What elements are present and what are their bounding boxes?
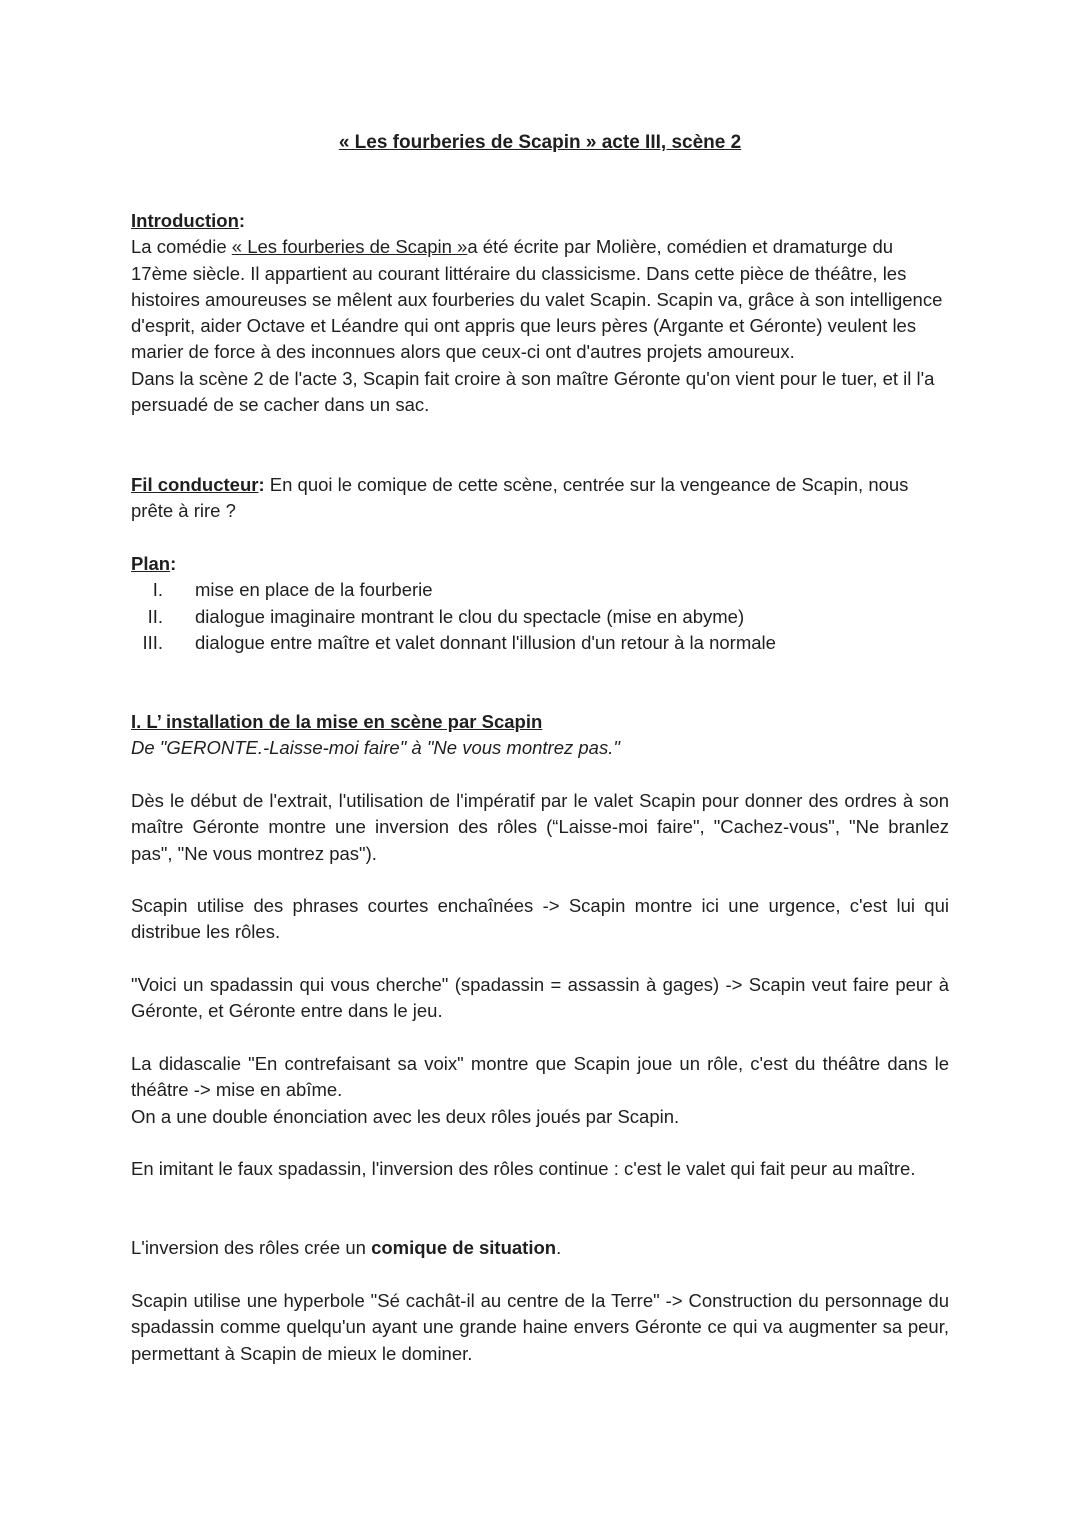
part-1-paragraph-4 <box>131 1051 949 1130</box>
part-1-paragraph-6 <box>131 1235 949 1261</box>
plan-item-text: dialogue imaginaire montrant le clou du spectacle (mise en abyme) <box>195 605 745 627</box>
play-title-reference: « Les fourberies de Scapin » <box>231 236 468 258</box>
part-1-paragraph-7: Scapin utilise une hyperbole "Sé cachât-il au centre de la Terre" -> Construction du personnage du spadassin comme quelqu'un ayant une grande haine envers Géronte ce qui va augmenter sa peur, permettant à Scapin de mieux le dominer. <box>131 1290 949 1364</box>
comique-de-situation: comique de situation <box>371 1237 557 1258</box>
part-1-paragraph-1: Dès le début de l'extrait, l'utilisation de l'impératif par le valet Scapin pour donner des ordres à son maître Géronte montre une inversion des rôles (“Laisse-moi faire", "Cachez-vous", "Ne branlez pas", "Ne vous montrez pas"). <box>131 790 949 864</box>
part-1-p6-prefix: L'inversion des rôles crée un <box>131 1237 372 1258</box>
introduction-heading: Introduction <box>131 210 239 231</box>
introduction-paragraph-2: Dans la scène 2 de l'acte 3, Scapin fait croire à son maître Géronte qu'on vient pour le tuer, et il l'a persuadé de se cacher dans un sac. <box>131 367 935 416</box>
part-1-header <box>131 709 949 762</box>
fil-conducteur-heading: Fil conducteur <box>131 474 259 495</box>
fil-conducteur-text: En quoi le comique de cette scène, centrée sur la vengeance de Scapin, nous prête à rire ? <box>131 474 909 522</box>
fil-conducteur-section <box>131 472 949 525</box>
plan-section <box>131 551 949 656</box>
introduction-heading-colon: : <box>238 210 246 231</box>
plan-item-number: III. <box>142 631 163 653</box>
plan-item-number: II. <box>147 605 163 627</box>
plan-list <box>131 577 949 656</box>
part-1-paragraph-3: "Voici un spadassin qui vous cherche" (spadassin = assassin à gages) -> Scapin veut faire peur à Géronte, et Géronte entre dans le jeu. <box>131 974 949 1022</box>
plan-item <box>131 630 949 656</box>
fil-conducteur-colon: : <box>258 474 265 495</box>
plan-item <box>131 577 949 603</box>
plan-heading: Plan <box>131 553 171 574</box>
part-1-p6-suffix: . <box>556 1237 562 1258</box>
plan-item-text: dialogue entre maître et valet donnant l'illusion d'un retour à la normale <box>195 631 776 653</box>
plan-item-number: I. <box>152 579 163 601</box>
part-1-heading: I. L’ installation de la mise en scène par Scapin <box>131 711 543 732</box>
part-1-subtitle: De "GERONTE.-Laisse-moi faire" à "Ne vous montrez pas." <box>131 737 620 759</box>
part-1-paragraph-2: Scapin utilise des phrases courtes enchaînées -> Scapin montre ici une urgence, c'est lui qui distribue les rôles. <box>131 895 949 943</box>
introduction-section <box>131 208 949 418</box>
introduction-p1-rest: a été écrite par Molière, comédien et dramaturge du 17ème siècle. Il appartient au courant littéraire du classicisme. Dans cette pièce de théâtre, les histoires amoureuses se mêlent aux fourberies du valet Scapin. Scapin va, grâce à son intelligence d'esprit, aider Octave et Léandre qui ont appris que leurs pères (Argante et Géronte) veulent les marier de force à des inconnues alors que ceux-ci ont d'autres projets amoureux. <box>131 236 943 363</box>
page-title: « Les fourberies de Scapin » acte III, scène 2 <box>338 132 742 153</box>
introduction-heading-line <box>131 208 949 234</box>
part-1-paragraph-4a: La didascalie "En contrefaisant sa voix" montre que Scapin joue un rôle, c'est du théâtre dans le théâtre -> mise en abîme. <box>131 1053 949 1101</box>
introduction-paragraph-1 <box>131 234 949 365</box>
part-1-paragraph-5: En imitant le faux spadassin, l'inversion des rôles continue : c'est le valet qui fait peur au maître. <box>131 1158 916 1179</box>
plan-item-text: mise en place de la fourberie <box>195 579 433 601</box>
part-1-paragraph-4b: On a une double énonciation avec les deux rôles joués par Scapin. <box>131 1105 680 1127</box>
introduction-p1-prefix: La comédie <box>131 236 232 258</box>
plan-item <box>131 604 949 630</box>
plan-heading-colon: : <box>170 553 177 574</box>
plan-heading-line <box>131 551 949 577</box>
